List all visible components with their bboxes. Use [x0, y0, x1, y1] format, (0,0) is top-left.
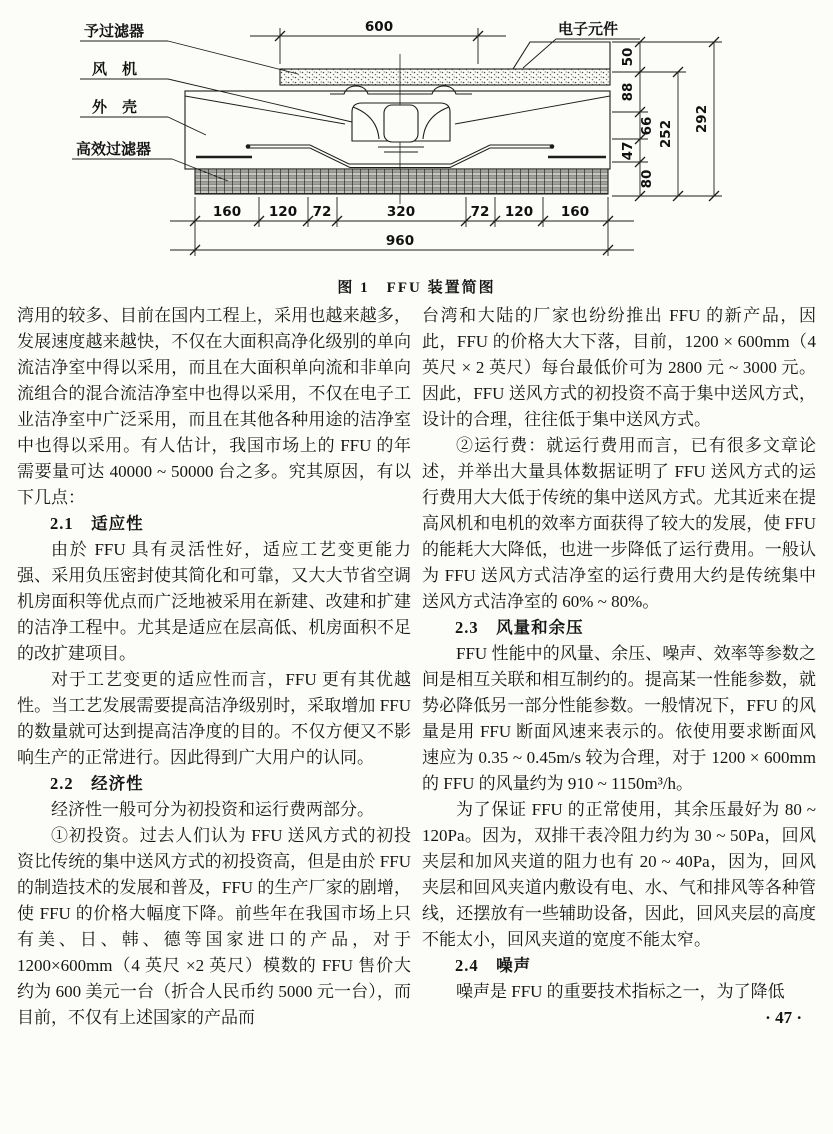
section-heading-2-2: 2.2 经济性 [50, 774, 144, 793]
dim-bottom-120a: 120 [268, 204, 298, 220]
dim-right-252: 252 [658, 119, 674, 149]
dim-right-66: 66 [639, 116, 655, 136]
paragraph: 噪声是 FFU 的重要技术指标之一，为了降低 [456, 982, 785, 1001]
diffuser-end-dot-left [246, 144, 251, 149]
electronics-box [513, 42, 610, 69]
leader-lines [72, 39, 640, 181]
dim-right-80: 80 [639, 169, 655, 189]
paragraph: 湾用的较多、目前在国内工程上，采用也越来越多，发展速度越来越快，不仅在大面积高净化级别的单向流洁净室中得以采用，而且在大面积单向流和非单向流组合的混合流洁净室中也得以采用，不仅在电子工业洁净室中广泛采用，而且在其他各种用途的洁净室中也得以采用。有人估计，我国市场上的 FFU 的年需要量可达 40000 ~ 50000 台之多。究其原因，有以下几点： [17, 306, 411, 507]
figure-caption: 图 1 FFU 装置简图 [337, 280, 496, 296]
hepa-filter-strip [195, 169, 608, 194]
paragraph: 经济性一般可分为初投资和运行费两部分。 [51, 800, 374, 819]
paragraph: FFU 性能中的风量、余压、噪声、效率等参数之间是相互关联和相互制约的。提高某一性能参数，就势必降低另一部分性能参数。一般情况下，FFU 的风量是用 FFU 断面风速来表示的。依使用要求断面风速应为 0.35 ~ 0.45m/s 较为合理，对于 1200 × 600mm 的 FFU 的风量约为 910 ~ 1150m³/h。 [422, 644, 816, 793]
label-shell: 外 壳 [92, 100, 138, 116]
label-hepa-filter: 高效过滤器 [76, 142, 152, 158]
dim-right-88: 88 [620, 82, 636, 102]
section-heading-2-1: 2.1 适应性 [50, 514, 144, 533]
dim-bottom-960: 960 [385, 233, 415, 249]
paragraph: ①初投资。过去人们认为 FFU 送风方式的初投资比传统的集中送风方式的初投资高，但是由於 FFU 的制造技术的发展和普及，FFU 的生产厂家的剧增，使 FFU 的价格大幅度下降。前些年在我国市场上只有美、日、韩、德等国家进口的产品，对于 1200×600mm（4 英尺 ×2 英尺）模数的 FFU 售价大约为 600 美元一台（折合人民币约 5000 元一台），而目前，不仅有上述国家的产品而 [17, 826, 411, 1027]
dim-right-292: 292 [694, 104, 710, 134]
pre-filter-strip [280, 69, 610, 85]
dim-top-600: 600 [364, 19, 394, 35]
fan-deck [330, 86, 472, 94]
figure-ffu-diagram [0, 0, 833, 297]
label-pre-filter: 予过滤器 [84, 24, 145, 40]
diffuser-end-dot-right [550, 144, 555, 149]
ffu-unit-outline [185, 42, 610, 204]
section-heading-2-3: 2.3 风量和余压 [455, 618, 584, 637]
paragraph: 对于工艺变更的适应性而言，FFU 更有其优越性。当工艺发展需要提高洁净级别时，采取增加 FFU 的数量就可达到提高洁净度的目的。不仅方便又不影响生产的正常进行。因此得到广大用户的认同。 [17, 670, 411, 767]
section-heading-2-4: 2.4 噪声 [455, 956, 532, 975]
paragraph: 由於 FFU 具有灵活性好，适应工艺变更能力强、采用负压密封使其简化和可靠，又大大节省空调机房面积等优点而广泛地被采用在新建、改建和扩建的洁净工程中。尤其是适应在层高低、机房面积不足的改扩建项目。 [17, 540, 411, 663]
dim-bottom-72a: 72 [312, 204, 332, 220]
dim-bottom-160b: 160 [560, 204, 590, 220]
paragraph: 台湾和大陆的厂家也纷纷推出 FFU 的新产品，因此，FFU 的价格大大下落，目前，1200 × 600mm（4 英尺 × 2 英尺）每台最低价可为 2800 元 ~ 3000 元。因此，FFU 送风方式的初投资不高于集中送风方式，设计的合理，往往低于集中送风方式。 [422, 306, 816, 429]
body-columns [0, 297, 833, 1031]
label-fan: 风 机 [92, 62, 138, 78]
label-electronics: 电子元件 [558, 22, 619, 38]
paragraph: 为了保证 FFU 的正常使用，其余压最好为 80 ~ 120Pa。因为，双排干表冷阻力约为 30 ~ 50Pa，回风夹层和加风夹道的阻力也有 20 ~ 40Pa，因为，回风夹层和回风夹道内敷设有电、水、气和排风等各种管线，还摆放有一些辅助设备，因此，回风夹层的高度不能太小，回风夹道的宽度不能太窄。 [422, 800, 816, 949]
page-number: · 47 · [765, 1008, 802, 1027]
left-column [17, 303, 411, 1031]
ffu-cross-section-drawing [0, 6, 833, 274]
right-column [422, 303, 816, 1031]
dim-bottom-320: 320 [386, 204, 416, 220]
dim-bottom-160a: 160 [212, 204, 242, 220]
dim-right-50: 50 [620, 47, 636, 67]
paragraph: ②运行费：就运行费用而言，已有很多文章论述，并举出大量具体数据证明了 FFU 送风方式的运行费用大大低于传统的集中送风方式。尤其近来在提高风机和电机的效率方面获得了较大的发展，使 FFU 的能耗大大降低，也进一步降低了运行费用。一般认为 FFU 送风方式洁净室的运行费用大约是传统集中送风方式洁净室的 60% ~ 80%。 [422, 436, 816, 611]
motor-base [378, 147, 424, 152]
dim-bottom-72b: 72 [470, 204, 490, 220]
dim-right-47: 47 [620, 141, 636, 161]
dim-bottom-120b: 120 [504, 204, 534, 220]
fan-motor [384, 105, 418, 142]
